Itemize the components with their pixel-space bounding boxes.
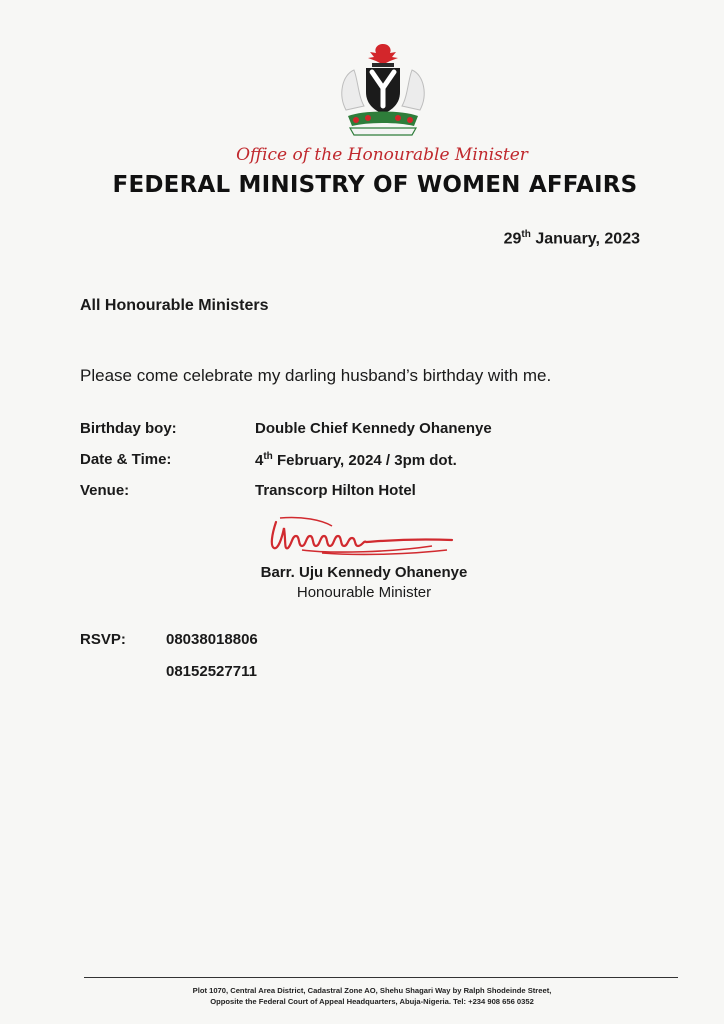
invitation-message: Please come celebrate my darling husband’s birthday with me. xyxy=(80,366,552,385)
date-suffix: th xyxy=(521,229,531,240)
event-date-rest: February, 2024 / 3pm dot. xyxy=(276,452,457,469)
letter-date xyxy=(504,229,640,248)
signature-icon xyxy=(262,512,462,558)
detail-label: Venue: xyxy=(80,482,130,499)
signer-name: Barr. Uju Kennedy Ohanenye xyxy=(260,564,468,581)
event-day-suffix: th xyxy=(263,451,273,462)
rsvp-number: 08038018806 xyxy=(166,631,258,648)
detail-value: Double Chief Kennedy Ohanenye xyxy=(255,420,492,437)
coat-of-arms-icon xyxy=(328,40,438,140)
date-rest: January, 2023 xyxy=(535,230,640,248)
detail-label: Date & Time: xyxy=(80,451,172,468)
event-day: 4 xyxy=(255,452,264,469)
date-day: 29 xyxy=(503,230,522,248)
addressee: All Honourable Ministers xyxy=(80,297,269,314)
rsvp-number: 08152527711 xyxy=(166,663,257,680)
detail-label: Birthday boy: xyxy=(80,420,177,437)
detail-value: Transcorp Hilton Hotel xyxy=(255,482,416,499)
detail-value xyxy=(255,451,457,469)
footer-divider xyxy=(84,977,678,978)
ministry-title: FEDERAL MINISTRY OF WOMEN AFFAIRS xyxy=(112,172,638,198)
footer-line-1: Plot 1070, Central Area District, Cadastral Zone AO, Shehu Shagari Way by Ralph Shodeinde Street, xyxy=(192,986,552,995)
office-title: Office of the Honourable Minister xyxy=(236,145,528,165)
rsvp-label: RSVP: xyxy=(80,631,126,648)
footer-line-2: Opposite the Federal Court of Appeal Headquarters, Abuja-Nigeria. Tel: +234 908 656 0352 xyxy=(210,997,534,1006)
footer-address xyxy=(0,985,724,1007)
signer-title: Honourable Minister xyxy=(296,584,432,601)
